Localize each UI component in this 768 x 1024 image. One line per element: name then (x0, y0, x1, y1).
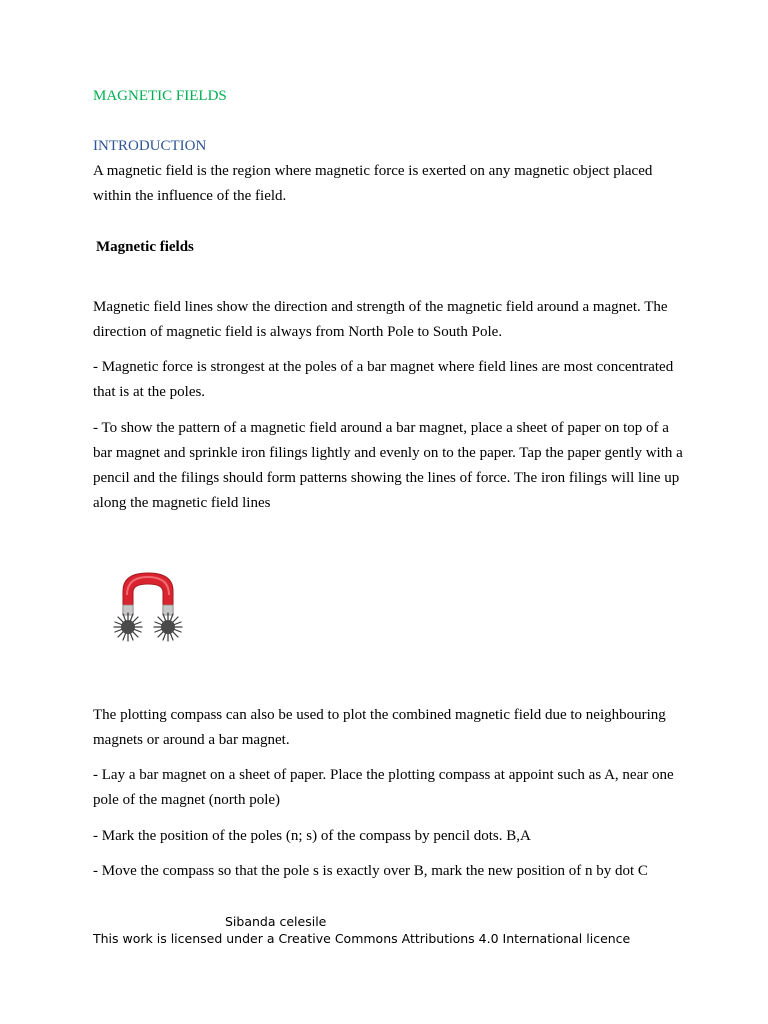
paragraph-field-lines: Magnetic field lines show the direction and strength of the magnetic field around a magnet. The direction of magnetic field is always from North Pole to South Pole. (93, 299, 668, 340)
paragraph-move-compass: - Move the compass so that the pole s is exactly over B, mark the new position of n by dot C (93, 863, 648, 879)
footer-author: Sibanda celesile (225, 914, 327, 929)
horseshoe-magnet-icon (93, 555, 203, 667)
footer-licence: This work is licensed under a Creative Commons Attributions 4.0 International licence (93, 931, 631, 946)
paragraph-mark-poles: - Mark the position of the poles (n; s) of the compass by pencil dots. B,A (93, 828, 531, 844)
introduction-paragraph: A magnetic field is the region where magnetic force is exerted on any magnetic object placed within the influence of the field. (93, 163, 653, 204)
document-title: MAGNETIC FIELDS (93, 88, 227, 104)
section-heading: Magnetic fields (96, 239, 194, 255)
paragraph-plotting-compass: The plotting compass can also be used to plot the combined magnetic field due to neighbouring magnets or around a bar magnet. (93, 707, 666, 748)
introduction-heading: INTRODUCTION (93, 138, 207, 154)
paragraph-lay-bar-magnet: - Lay a bar magnet on a sheet of paper. Place the plotting compass at appoint such as A, near one pole of the magnet (north pole) (93, 767, 674, 808)
paragraph-iron-filings: - To show the pattern of a magnetic field around a bar magnet, place a sheet of paper on top of a bar magnet and sprinkle iron filings lightly and evenly on to the paper. Tap the paper gently with a pencil and the filings should form patterns showing the lines of force. The iron filings will line up along the magnetic field lines (93, 420, 683, 511)
paragraph-magnetic-force: - Magnetic force is strongest at the poles of a bar magnet where field lines are most concentrated that is at the poles. (93, 359, 674, 400)
